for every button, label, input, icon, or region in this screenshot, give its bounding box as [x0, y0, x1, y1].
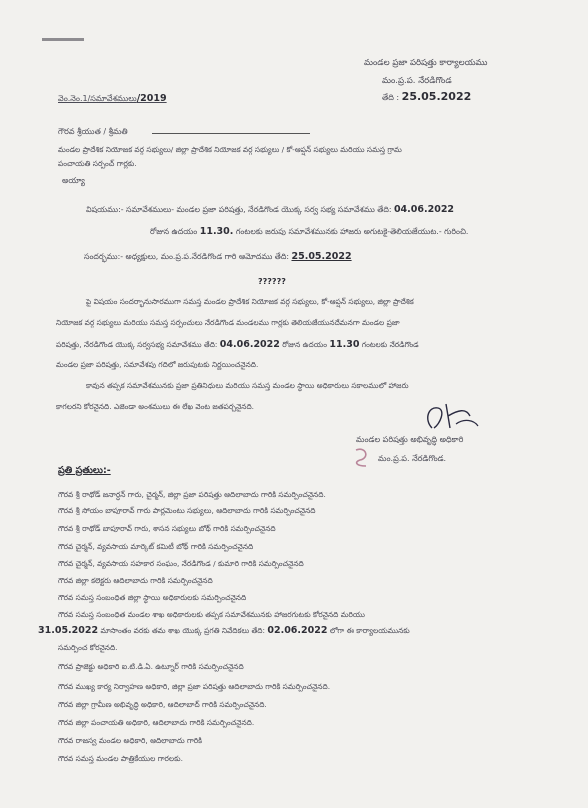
body-p1-l3-pre: పరిషత్తు, నేరడిగొండ యొక్క సర్వసభ్య సమావేశము తేది:: [56, 340, 218, 349]
reference-text: అధ్యక్షులు, మం.ప్ర.ప.నేరడిగొండ గారి ఆమోదము తేది:: [125, 252, 289, 261]
body-p2-line-2: కాగలరని కోరనైనది. ఎజెండా అంశములు ఈ లేఖ వెంట జతపర్చనైనది.: [56, 402, 255, 411]
copy-report-due-date: 02.06.2022: [267, 625, 328, 636]
subject-line-1: [86, 205, 454, 215]
copy-line: గౌరవ సమస్త సంబంధిత జిల్లా స్థాయి అధికారులకు సమర్పించనైనది: [58, 593, 247, 602]
ref-year: /2019: [136, 93, 167, 104]
copy-report-month-end: 31.05.2022: [38, 625, 99, 636]
copy-line: గౌరవ జిల్లా పంచాయతి అధికారి, ఆదిలాబాదు గారికి సమర్పించనైనది.: [58, 718, 255, 727]
top-punch-mark: [42, 38, 84, 41]
letter-date: [382, 92, 471, 103]
recipients-line-2: పంచాయతి సర్పంచ్ గార్లకు.: [58, 159, 137, 168]
office-name: మండల ప్రజా పరిషత్తు కార్యాలయము: [364, 58, 488, 68]
recipients-line-1: మండల ప్రాదేశిక నియోజక వర్గ సభ్యులు/ జిల్లా ప్రాదేశిక నియోజక వర్గ సభ్యులు / కో-ఆప్షన్ సభ్యులు మరియు సమస్త గ్రామ: [58, 145, 402, 154]
subject-date: 04.06.2022: [393, 204, 455, 215]
body-meeting-time: 11.30: [329, 339, 360, 350]
subject-text: సమావేశములు- మండల ప్రజా పరిషత్తు, నేరడిగొండ యొక్క సర్వ సభ్య సమావేశము తేది:: [126, 205, 392, 214]
stamp-mark: [350, 444, 374, 470]
subject-line2-pre: రోజున ఉదయం: [150, 227, 198, 236]
subject-label: విషయము:-: [86, 205, 124, 214]
reference-number: [58, 94, 167, 104]
separator: ??????: [258, 277, 286, 286]
copy-c9-mid: మాసాంతం వరకు తమ శాఖ యొక్క ప్రగతి నివేదికలు తేది:: [100, 626, 265, 635]
body-p1-line-1: పై విషయం సందర్భానుసారముగా సమస్త మండల ప్రాదేశిక నియోజక వర్గ సభ్యులు, కో-ఆప్షన్ సభ్యులు, జిల్లా ప్రాదేశిక: [86, 297, 414, 306]
salutation: గౌరవ శ్రీయుత / శ్రీమతి: [58, 127, 128, 136]
body-p1-line-4: మండల ప్రజా పరిషత్తు, సమావేశపు గదిలో జరుపుటకు నిర్ణయించనైనది.: [56, 360, 259, 369]
copy-line: [38, 626, 410, 636]
copy-line: గౌరవ శ్రీ సోయం బాపూరావ్ గారు పార్లమెంటు సభ్యులు, ఆదిలాబాదు గారికి సమర్పించనైనది: [58, 506, 316, 515]
date-label: తేది :: [382, 93, 400, 102]
signatory-designation: మండల పరిషత్తు అభివృద్ధి అధికారి: [356, 435, 464, 444]
body-p1-line-2: నియోజక వర్గ సభ్యులు మరియు సమస్త సర్పంచులు నేరడిగొండ మండలము గార్లకు తెలియజేయునదేమనగా మండల ప్రజా: [56, 318, 400, 327]
copy-line: గౌరవ శ్రీ రాథోడ్ బాపూరావ్ గారు, శాసన సభ్యులు బోథ్ గారికి సమర్పించనైనది: [58, 524, 276, 533]
subject-line-2: [150, 227, 468, 237]
copy-line: గౌరవ రాజస్వ మండల అధికారి, ఆదిలాబాదు గారికి: [58, 736, 203, 745]
copy-line: గౌరవ చైర్మన్, వ్యవసాయ మార్కెట్ కమిటీ బోథ్ గారికి సమర్పించనైనది: [58, 542, 254, 551]
copy-c9-post: లోగా ఈ కార్యాలయమునకు: [329, 626, 410, 635]
body-p1-l3-mid: రోజున ఉదయం: [282, 340, 328, 349]
reference-line: [84, 252, 352, 262]
body-p2-line-1: కావున తప్పక సమావేశమునకు ప్రజా ప్రతినిధులు మరియు సమస్త మండల స్థాయి అధికారులు సకాలములో హాజరు: [86, 381, 409, 390]
copy-line: గౌరవ సమస్త సంబంధిత మండల శాఖ అధికారులకు తప్పక సమావేశమునకు హాజరగుటకు కోరనైనది మరియు: [58, 610, 365, 619]
copy-line: గౌరవ సమస్త మండల పాత్రికేయుల గారలకు.: [58, 754, 183, 763]
copy-line: గౌరవ చైర్మన్, వ్యవసాయ సహకార సంఘం, నేరడిగొండ / కుమారి గారికి సమర్పించనైనది: [58, 559, 304, 568]
copy-line: సమర్పించ కోరనైనది.: [58, 643, 118, 652]
ref-prefix: వెం.నెం.1/సమావేశములు: [58, 94, 137, 103]
body-p1-line-3: [56, 340, 419, 350]
body-meeting-date: 04.06.2022: [219, 339, 280, 350]
body-p1-l3-post: గంటలకు నేరడిగొండ: [361, 340, 419, 349]
greeting: అయ్యా: [62, 176, 85, 185]
copies-title: ప్రతి ప్రతులు:-: [58, 465, 111, 476]
office-place: మం.ప్ర.ప. నేరడిగొండ: [382, 76, 452, 86]
reference-date: 25.05.2022: [291, 251, 352, 262]
subject-time: 11.30.: [199, 226, 234, 237]
subject-line2-post: గంటలకు జరుపు సమావేశమునకు హాజరు అగుటకై-తెలియజేయుట.- గురించి.: [235, 227, 469, 236]
reference-label: సందర్భము:-: [84, 252, 124, 261]
copy-line: గౌరవ ముఖ్య కార్య నిర్వాహణ అధికారి, జిల్లా ప్రజా పరిషత్తు ఆదిలాబాదు గారికి సమర్పించనైనది.: [58, 682, 331, 691]
date-value: 25.05.2022: [401, 90, 472, 103]
copy-line: గౌరవ ప్రాజెక్టు అధికారి ఐ.టి.డి.ఏ. ఉట్నూర్ గారికి సమర్పించనైనది: [58, 662, 244, 671]
name-blank-line: [152, 133, 310, 134]
copy-line: గౌరవ జిల్లా గ్రామీణ అభివృద్ధి అధికారి, ఆదిలాబాద్ గారికి సమర్పించనైనది.: [58, 700, 267, 709]
copy-line: గౌరవ జిల్లా కలెక్టరు ఆదిలాబాదు గారికి సమర్పించనైనది: [58, 576, 213, 585]
signatory-office: మం.ప్ర.ప. నేరడిగొండ.: [378, 454, 447, 463]
copy-line: గౌరవ శ్రీ రాథోడ్ జనార్ధన్ గారు, చైర్మన్, జిల్లా ప్రజా పరిషత్తు ఆదిలాబాదు గారికి సమర్పించనైనది.: [58, 490, 326, 499]
